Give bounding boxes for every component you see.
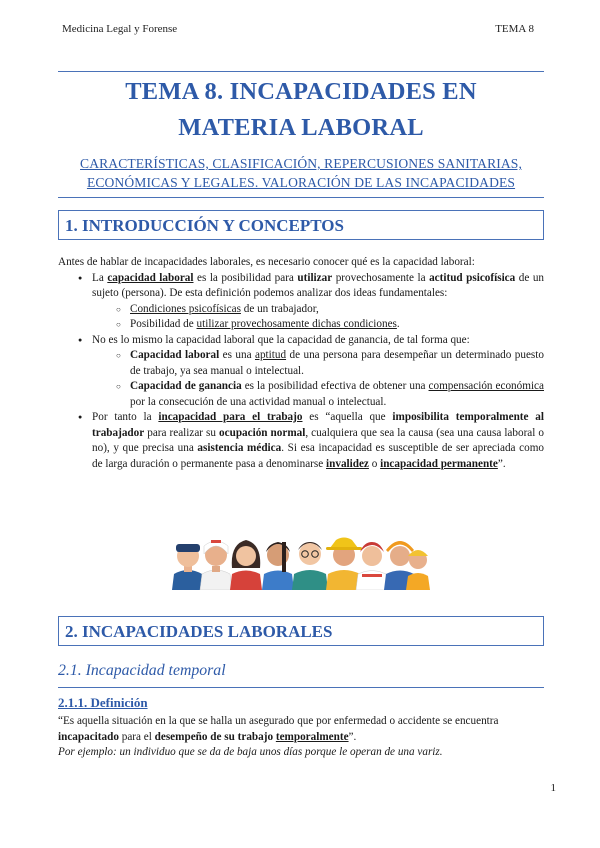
- term-capacidad-laboral: Capacidad laboral: [130, 349, 220, 361]
- intro-paragraph: Antes de hablar de incapacidades laborales, es necesario conocer qué es la capacidad laboral:: [58, 256, 475, 268]
- text: La: [92, 271, 108, 284]
- term-ocupacion-normal: ocupación normal: [219, 426, 306, 439]
- text: . Si esa incapacidad es susceptible de ser apreciada como de larga duración o permanente pasa a denominarse: [92, 442, 545, 470]
- term-incapacidad-trabajo: incapacidad para el trabajo: [158, 411, 303, 423]
- subsection-rule: [58, 687, 544, 688]
- sub-bullet-posibilidad: [58, 317, 544, 333]
- sub-bullet-capacidad-laboral: [58, 348, 544, 379]
- running-header-left: Medicina Legal y Forense: [62, 23, 178, 35]
- definition-quote: [58, 714, 544, 745]
- bullet-incapacidad-trabajo: [58, 410, 544, 472]
- example-text: Por ejemplo: un individuo que se da de baja unos días porque le operan de una variz.: [58, 746, 443, 758]
- term-invalidez: invalidez: [326, 457, 369, 470]
- subsubsection-definicion: 2.1.1. Definición: [58, 695, 148, 710]
- subtitle-line-1: CARACTERÍSTICAS, CLASIFICACIÓN, REPERCUSIONES SANITARIAS,: [80, 156, 522, 171]
- term-imposibilita: imposibilita temporalmente al trabajador: [92, 411, 544, 439]
- text: .: [396, 318, 400, 330]
- worker-figure: [172, 544, 204, 590]
- title-top-rule: [58, 71, 544, 72]
- text: por la consecución de una actividad manual o intelectual.: [130, 395, 387, 408]
- section-1-heading: 1. INTRODUCCIÓN Y CONCEPTOS: [58, 210, 544, 240]
- term-capacidad-ganancia: Capacidad de ganancia: [130, 380, 242, 392]
- text: de un trabajador,: [240, 302, 319, 315]
- subtitle-line-2: ECONÓMICAS Y LEGALES. VALORACIÓN DE LAS INCAPACIDADES: [86, 175, 516, 190]
- definition-block: [58, 714, 544, 761]
- term-condiciones-psicofisicas: Condiciones psicofísicas: [130, 302, 241, 315]
- page-title: [58, 74, 544, 146]
- worker-figure: [200, 540, 232, 590]
- section-1-body: [58, 255, 544, 472]
- section-2-heading: 2. INCAPACIDADES LABORALES: [58, 616, 544, 646]
- bullet-capacidad-ganancia: [58, 333, 544, 349]
- text: es la posibilidad efectiva de obtener una: [241, 380, 429, 392]
- term-capacidad-laboral: capacidad laboral: [107, 271, 194, 284]
- term-actitud-psicofisica: actitud psicofísica: [429, 271, 516, 284]
- text: es una: [219, 349, 255, 361]
- text: Por tanto la: [92, 411, 159, 423]
- running-header-right: TEMA 8: [495, 23, 534, 35]
- worker-figure: [326, 538, 362, 591]
- term-utilizar: utilizar: [297, 271, 333, 284]
- text: para realizar su: [144, 426, 220, 439]
- text: provechosamente la: [332, 271, 430, 284]
- sub-bullet-condiciones: [58, 302, 544, 318]
- worker-figure: [230, 540, 262, 590]
- text: Posibilidad de: [130, 318, 197, 330]
- worker-figure: [406, 550, 430, 590]
- workers-illustration: [170, 522, 430, 590]
- text: es la posibilidad para: [193, 271, 298, 284]
- term-incapacidad-permanente: incapacidad permanente: [380, 457, 498, 470]
- term-compensacion-economica: compensación económica: [428, 380, 544, 392]
- term-temporalmente: temporalmente: [275, 730, 349, 743]
- subsection-incapacidad-temporal: 2.1. Incapacidad temporal: [58, 662, 226, 679]
- text: “Es aquella situación en la que se halla un asegurado que por enfermedad o accidente se encuentra: [58, 715, 499, 727]
- term-aptitud: aptitud: [254, 349, 287, 361]
- term-asistencia-medica: asistencia médica: [197, 442, 282, 454]
- term-incapacitado: incapacitado: [58, 730, 119, 743]
- page-subtitle: [58, 154, 544, 192]
- sub-bullet-capacidad-ganancia: [58, 379, 544, 410]
- title-bottom-rule: [58, 197, 544, 198]
- page-number: 1: [550, 782, 556, 794]
- text: o: [368, 457, 381, 470]
- term-utilizar-condiciones: utilizar provechosamente dichas condiciones: [196, 318, 397, 330]
- title-line-2: MATERIA LABORAL: [178, 114, 424, 141]
- term-desempeno: desempeño de su trabajo: [154, 730, 274, 743]
- worker-figure: [262, 542, 294, 590]
- bullet-capacidad-laboral: [58, 271, 544, 302]
- text: , cualquiera que sea la causa (sea una causa laboral o no), y que precisa una: [92, 426, 544, 454]
- text: de una persona para desempeñar un determinado puesto de trabajo, ya sea manual o intelectual.: [130, 349, 544, 377]
- title-line-1: TEMA 8. INCAPACIDADES EN: [125, 78, 477, 105]
- text: No es lo mismo la capacidad laboral que la capacidad de ganancia, de tal forma que:: [92, 333, 470, 346]
- text: para el: [118, 730, 155, 743]
- worker-figure: [292, 542, 328, 590]
- text: es “aquella que: [302, 411, 393, 423]
- text: ”.: [348, 730, 357, 743]
- text: de un sujeto (persona). De esta definición podemos analizar dos ideas fundamentales:: [92, 271, 545, 299]
- text: ”.: [497, 457, 506, 470]
